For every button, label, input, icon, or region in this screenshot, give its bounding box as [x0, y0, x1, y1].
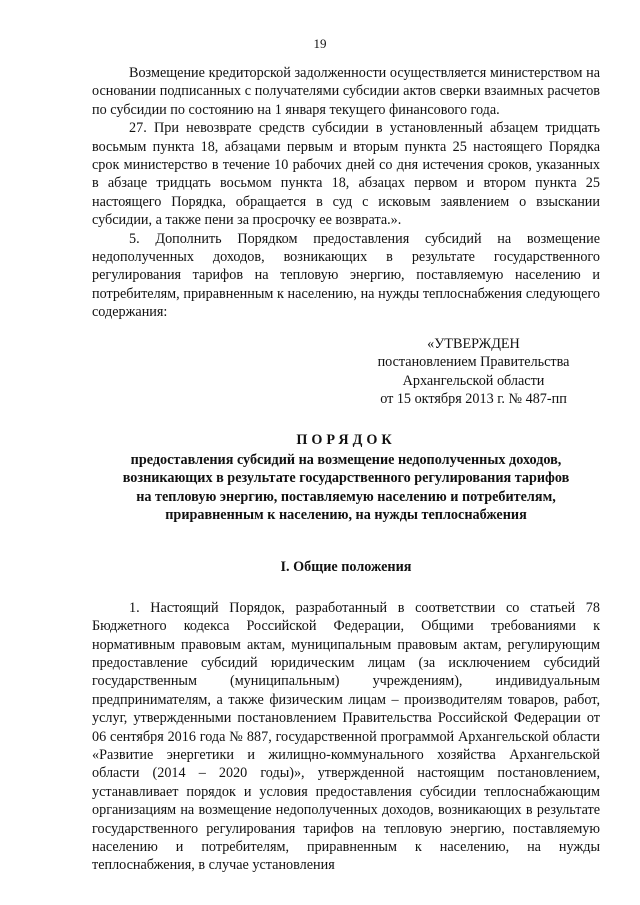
- document-subtitle: предоставления субсидий на возмещение недополученных доходов, возникающих в результате государственного регулирования тарифов на тепловую энергию, поставляемую населению и потребителям, приравненным к населению, на нужды теплоснабжения: [122, 451, 570, 523]
- approval-line-resolution: постановлением Правительства: [377, 354, 570, 371]
- approval-stamp-block: [347, 335, 600, 409]
- document-body: [92, 64, 600, 875]
- paragraph-5-amendment: 5. Дополнить Порядком предоставления субсидий на возмещение недополученных доходов, возникающих в результате государственного регулирования тарифов на тепловую энергию, поставляемую населению и потребителям, приравненным к населению, на нужды теплоснабжения следующего содержания:: [92, 230, 600, 321]
- paragraph-subsidy-repayment: Возмещение кредиторской задолженности осуществляется министерством на основании подписанных с получателями субсидии актов сверки взаимных расчетов по субсидии по состоянию на 1 января текущего финансового года.: [92, 65, 600, 118]
- approval-line-approved: «УТВЕРЖДЕН: [427, 335, 520, 352]
- approval-line-date-number: от 15 октября 2013 г. № 487-пп: [380, 390, 567, 407]
- page-number: 19: [313, 36, 327, 51]
- paragraph-1-general: 1. Настоящий Порядок, разработанный в соответствии со статьей 78 Бюджетного кодекса Российской Федерации, Общими требованиями к нормативным правовым актам, муниципальным правовым актам, регулирующим предоставление субсидий юридическим лицам (за исключением субсидий государственным (муниципальным) учреждениям), индивидуальным предпринимателям, а также физическим лицам – производителям товаров, работ, услуг, утвержденными постановлением Правительства Российской Федерации от 06 сентября 2016 года № 887, государственной программой Архангельской области «Развитие энергетики и жилищно-коммунального хозяйства Архангельской области (2014 – 2020 годы)», утвержденной настоящим постановлением, устанавливает порядок и условия предоставления субсидии теплоснабжающим организациям на возмещение недополученных доходов, возникающих в результате государственного регулирования тарифов на тепловую энергию, поставляемую населению и потребителям, приравненным к населению, на нужды теплоснабжения, в случае установления: [92, 599, 600, 874]
- approval-line-region: Архангельской области: [402, 372, 545, 389]
- document-title: ПОРЯДОК: [296, 432, 396, 449]
- paragraph-27-nonreturn: 27. При невозврате средств субсидии в установленный абзацем тридцать восьмым пункта 18, абзацами первым и вторым пункта 25 настоящего Порядка срок министерство в течение 10 рабочих дней со дня истечения сроков, указанных в абзаце тридцать восьмом пункта 18, абзацах первом и втором пункта 25 настоящего Порядка, обращается в суд с исковым заявлением о взыскании субсидии, а также пени за просрочку ее возврата.».: [92, 120, 600, 229]
- section-heading-general-provisions: I. Общие положения: [280, 559, 412, 576]
